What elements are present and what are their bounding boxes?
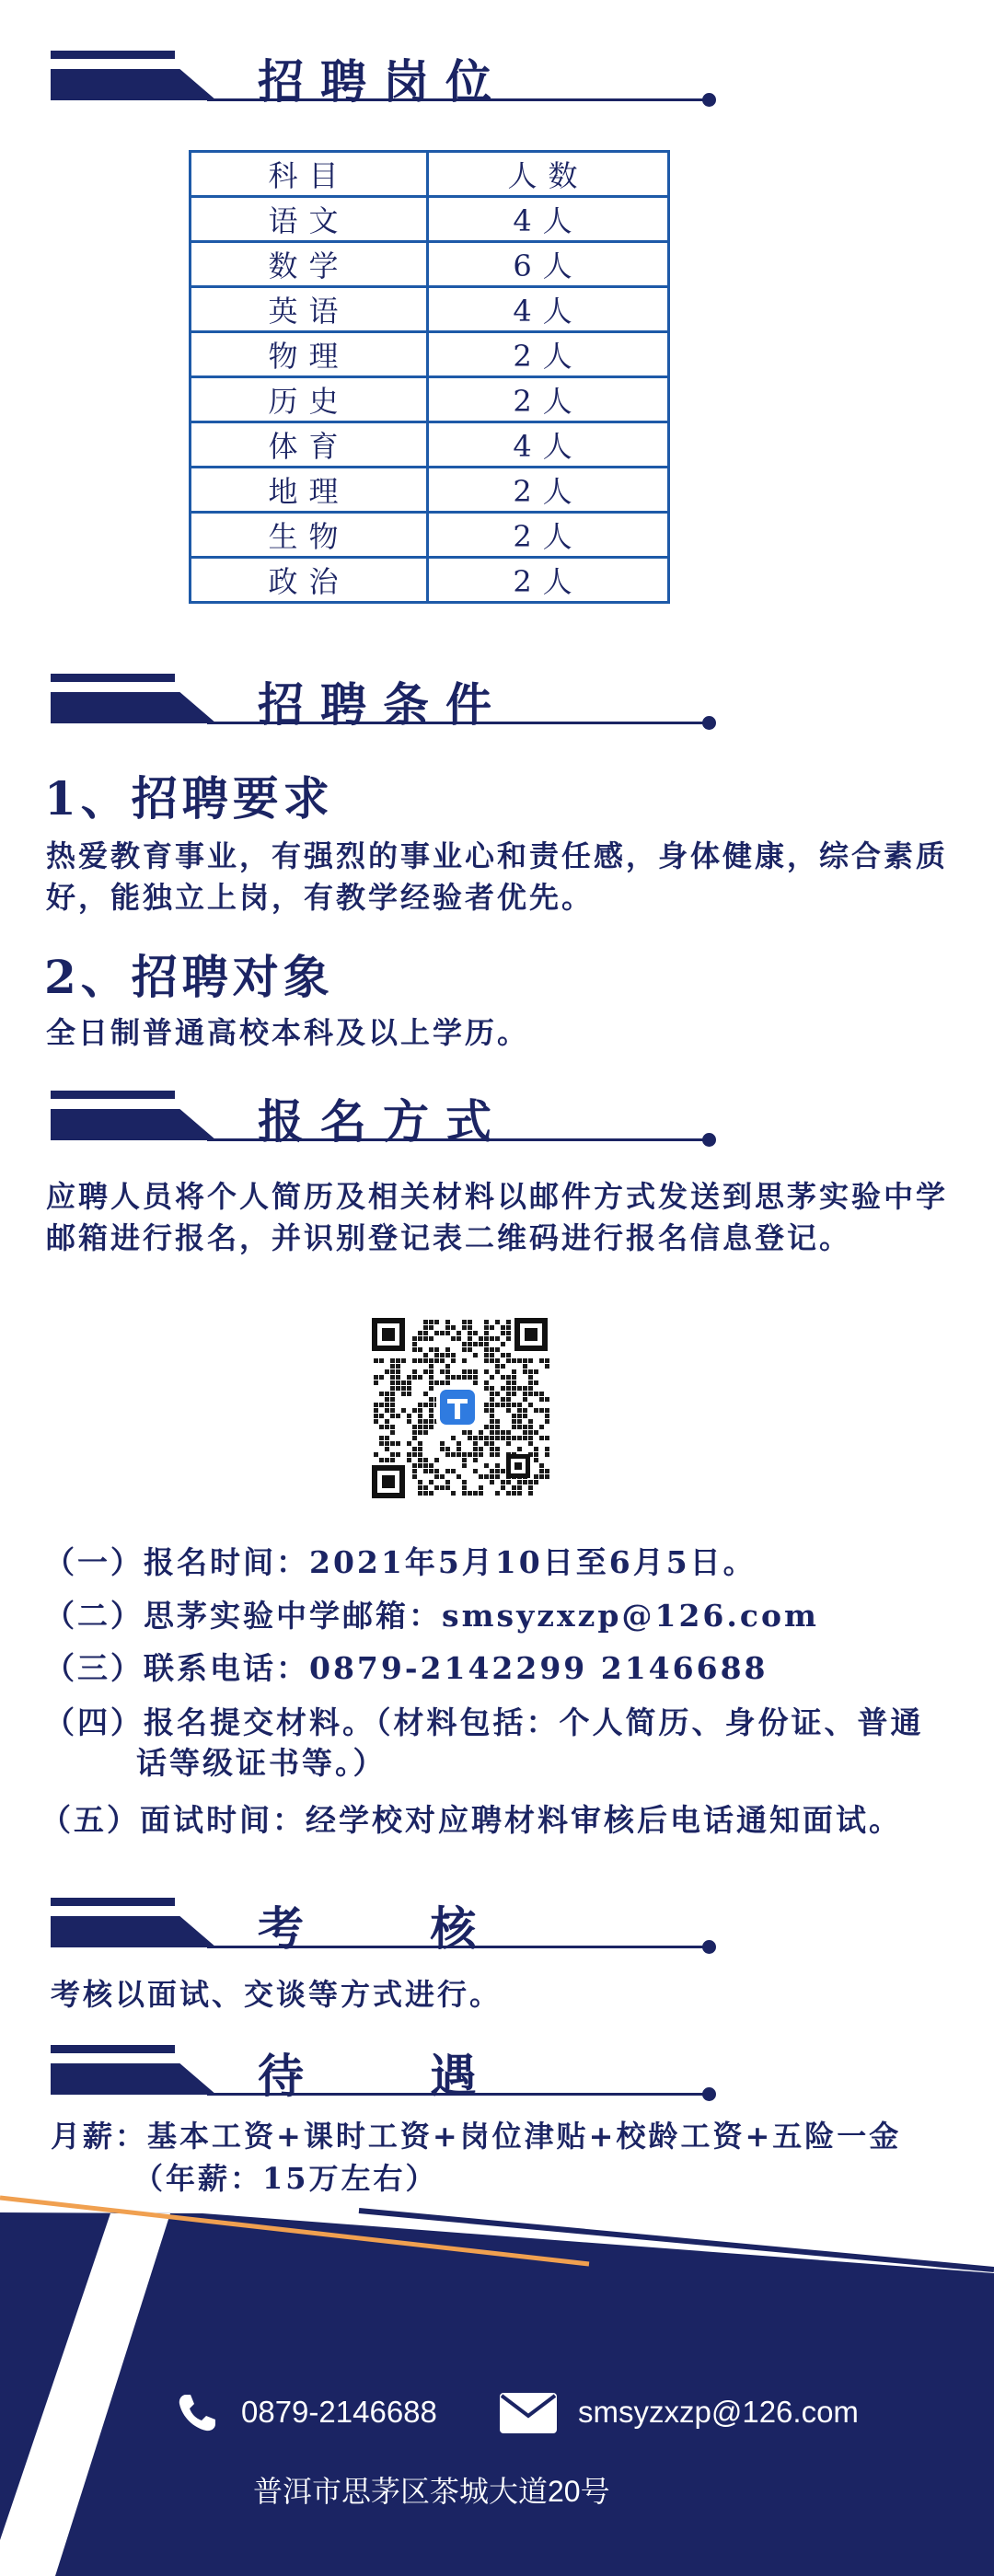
treatment-line1: 月薪：基本工资+课时工资+岗位津贴+校龄工资+五险一金 [51,2119,902,2154]
table-row [191,332,669,377]
treatment-line2: （年薪：15万左右） [133,2161,438,2196]
apply-item-email: （二）思茅实验中学邮箱：smsyzxzp@126.com [44,1598,819,1634]
section-title: 考 核 [258,1901,532,1956]
decor-bar [51,2063,216,2095]
table-row [191,377,669,422]
table-row [191,422,669,468]
apply-text: 应聘人员将个人简历及相关材料以邮件方式发送到思茅实验中学邮箱进行报名，并识别登记表二维码进行报名信息登记。 [46,1179,949,1255]
table-row [191,513,669,558]
decor-bar [51,1091,175,1099]
apply-item-time: （一）报名时间：2021年5月10日至6月5日。 [44,1544,757,1580]
apply-item-phone: （三）联系电话：0879-2142299 2146688 [44,1650,769,1686]
phone-icon [175,2391,219,2435]
footer-background [0,2190,994,2576]
count-cell: 2人 [428,332,669,377]
subject-cell: 历史 [191,377,428,422]
count-cell: 2人 [428,513,669,558]
footer-email: smsyzxzp@126.com [578,2395,859,2429]
decor-bar [51,1916,216,1947]
count-cell: 2人 [428,558,669,603]
apply-item-materials-cont: 话等级证书等。） [136,1745,387,1781]
assessment-text: 考核以面试、交谈等方式进行。 [51,1977,503,2012]
decor-dot [702,716,716,730]
section-title: 招聘条件 [258,677,508,732]
decor-dot [702,93,716,107]
section-header-conditions [51,674,676,733]
table-row [191,197,669,242]
table-row [191,468,669,513]
target-text: 全日制普通高校本科及以上学历。 [46,1015,530,1050]
subject-cell: 英语 [191,287,428,332]
count-cell: 4人 [428,197,669,242]
decor-bar [51,51,175,59]
subject-cell: 生物 [191,513,428,558]
decor-bar [51,674,175,682]
decor-dot [702,1940,716,1954]
table-header-row [191,152,669,197]
decor-bar [51,692,216,723]
qr-code-graphic [370,1316,549,1500]
footer [0,2190,994,2576]
section-header-assessment [51,1898,676,1957]
count-cell: 6人 [428,242,669,287]
count-cell: 4人 [428,287,669,332]
section-header-positions [51,51,676,110]
apply-item-materials: （四）报名提交材料。（材料包括：个人简历、身份证、普通 [44,1704,924,1740]
subject-cell: 数学 [191,242,428,287]
decor-bar [51,69,216,100]
count-cell: 2人 [428,377,669,422]
positions-table [189,150,670,604]
requirements-text: 热爱教育事业，有强烈的事业心和责任感，身体健康，综合素质好，能独立上岗，有教学经验者优先。 [46,838,949,915]
section-title: 招聘岗位 [258,54,508,109]
decor-bar [51,1898,175,1906]
decor-dot [702,1133,716,1147]
apply-item-interview: （五）面试时间：经学校对应聘材料审核后电话通知面试。 [40,1802,902,1838]
subject-cell: 体育 [191,422,428,468]
subject-cell: 政治 [191,558,428,603]
table-header-cell: 科目 [191,152,428,197]
decor-bar [51,2045,175,2053]
subject-cell: 物理 [191,332,428,377]
subject-cell: 地理 [191,468,428,513]
table-row [191,287,669,332]
requirements-heading: 1、招聘要求 [44,771,334,826]
section-header-apply [51,1091,676,1149]
decor-dot [702,2087,716,2101]
target-heading: 2、招聘对象 [44,950,334,1004]
section-title: 报名方式 [258,1094,508,1149]
table-row [191,242,669,287]
mail-icon [500,2393,557,2433]
count-cell: 4人 [428,422,669,468]
table-row [191,558,669,603]
section-header-treatment [51,2045,676,2104]
section-title: 待 遇 [258,2049,532,2103]
subject-cell: 语文 [191,197,428,242]
table-header-cell: 人数 [428,152,669,197]
qr-code-icon [370,1316,549,1500]
decor-bar [51,1109,216,1140]
footer-phone: 0879-2146688 [241,2395,437,2429]
count-cell: 2人 [428,468,669,513]
footer-address: 普洱市思茅区茶城大道20号 [253,2475,610,2508]
